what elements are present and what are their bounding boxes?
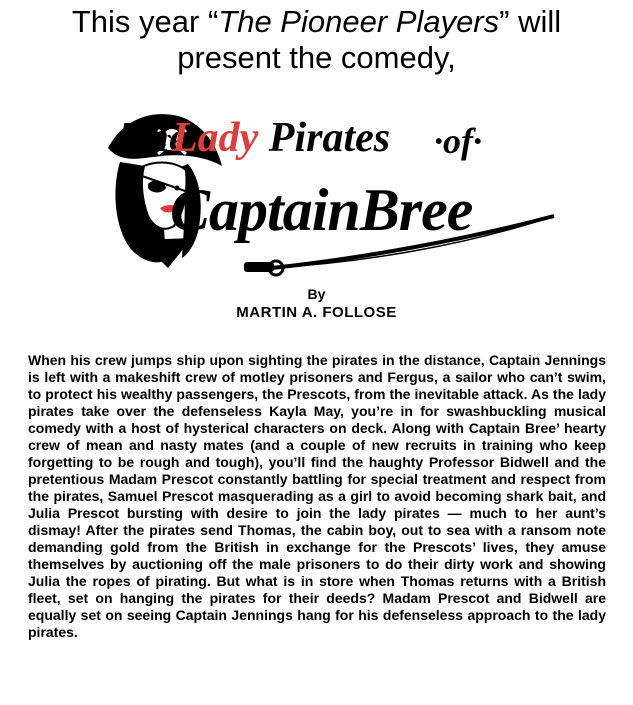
title-word-lady: Lady — [172, 115, 259, 161]
byline-by: By — [307, 286, 326, 302]
title-captain-bree: CaptainBree — [170, 177, 473, 243]
announcement-headline — [0, 4, 633, 76]
title-word-of: ·of· — [434, 121, 482, 161]
headline-line-2: present the comedy, — [177, 40, 456, 75]
play-synopsis: When his crew jumps ship upon sighting the pirates in the distance, Captain Jennings is left with a makeshift crew of motley prisoners and Fergus, a sailor who can’t swim, to protect his wealthy passengers, the Prescots, from the inevitable attack. As the lady pirates take over the defenseless Kayla May, you’re in for swashbuckling musical comedy with a host of hysterical characters on deck. Along with Captain Bree’ hearty crew of mean and nasty mates (and a couple of new recruits in training who keep forgetting to be rough and tough), you’ll find the haughty Professor Bidwell and the pretentious Madam Prescot constantly battling for special treatment and respect from the pirates, Samuel Prescot masquerading as a girl to avoid becoming shark bait, and Julia Prescot bursting with desire to join the lady pirates — much to her aunt’s dismay! After the pirates send Thomas, the cabin boy, out to sea with a ransom note demanding gold from the British in exchange for the Prescots’ lives, they amuse themselves by auctioning off the male prisoners to do their dirty work and showing Julia the ropes of pirating. But what is in store when Thomas returns with a British fleet, set on hanging the pirates for their deeds? Madam Prescot and Bidwell are equally set on seeing Captain Jennings hang for his defenseless approach to the lady pirates. — [28, 352, 606, 640]
company-name: The Pioneer Players — [218, 4, 500, 39]
headline-prefix: This year “ — [71, 4, 219, 39]
headline-suffix: ” will — [499, 4, 562, 39]
author-name: MARTIN A. FOLLOSE — [236, 304, 397, 321]
title-lady-pirates — [172, 114, 390, 162]
title-word-the: The — [120, 115, 188, 161]
title-word-pirates: Pirates — [268, 115, 391, 161]
play-title-logo — [104, 108, 564, 280]
headline-line-1 — [0, 4, 633, 40]
